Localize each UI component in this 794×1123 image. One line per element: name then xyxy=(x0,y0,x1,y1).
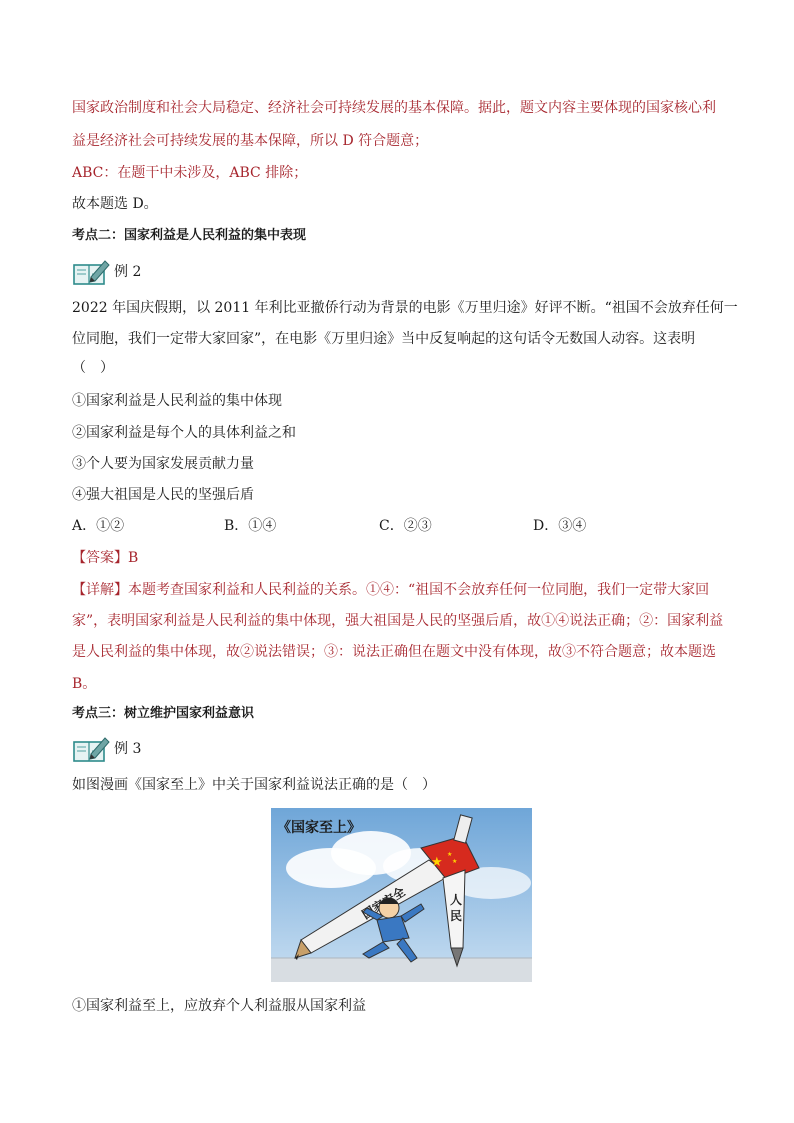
option-c: C．②③ xyxy=(379,518,432,534)
leg-label-2: 民 xyxy=(450,909,463,923)
example-header xyxy=(72,733,141,763)
answer-line: ABC：在题干中未涉及，ABC 排除； xyxy=(72,165,308,181)
question-line: 位同胞，我们一定带大家回家”，在电影《万里归途》当中反复响起的这句话令无数国人动容。这表明 xyxy=(72,331,696,347)
comic-title: 《国家至上》 xyxy=(277,820,361,836)
flag-star-icon: ★ xyxy=(452,858,458,865)
example-label: 例 3 xyxy=(114,741,142,757)
flag-star-icon: ★ xyxy=(431,855,443,870)
answer-line: 国家政治制度和社会大局稳定、经济社会可持续发展的基本保障。据此，题文内容主要体现的国家核心利 xyxy=(72,100,716,116)
answer-line: 益是经济社会可持续发展的基本保障，所以 D 符合题意； xyxy=(72,133,429,149)
option-d: D．③④ xyxy=(533,518,587,534)
question-line: （ ） xyxy=(72,360,114,376)
statement: ③个人要为国家发展贡献力量 xyxy=(72,456,254,472)
option-a: A．①② xyxy=(72,518,125,534)
answer-line: 【答案】B xyxy=(72,550,139,566)
detail-line: 是人民利益的集中体现，故②说法错误；③：说法正确但在题文中没有体现，故③不符合题意；故本题选 xyxy=(72,644,716,660)
leg-label-1: 人 xyxy=(450,893,463,907)
comic-illustration xyxy=(271,808,532,982)
conclusion-line: 故本题选 D。 xyxy=(72,196,158,212)
example-header xyxy=(72,256,141,286)
section-heading: 考点二：国家利益是人民利益的集中表现 xyxy=(72,228,307,243)
option-b: B．①④ xyxy=(224,518,277,534)
question-line: 2022 年国庆假期，以 2011 年利比亚撤侨行动为背景的电影《万里归途》好评不断。“祖国不会放弃任何一 xyxy=(72,300,738,316)
statement: ②国家利益是每个人的具体利益之和 xyxy=(72,425,296,441)
statement: ④强大祖国是人民的坚强后盾 xyxy=(72,487,254,503)
book-pencil-icon xyxy=(72,733,112,763)
detail-line: 【详解】本题考查国家利益和人民利益的关系。①④：“祖国不会放弃任何一位同胞，我们一定带大家回 xyxy=(72,582,710,598)
flag-star-icon: ★ xyxy=(447,851,453,858)
example-label: 例 2 xyxy=(114,264,142,280)
detail-line: 家”，表明国家利益是人民利益的集中体现，强大祖国是人民的坚强后盾，故①④说法正确；②：国家利益 xyxy=(72,613,724,629)
statement: ①国家利益至上，应放弃个人利益服从国家利益 xyxy=(72,998,366,1014)
book-pencil-icon xyxy=(72,256,112,286)
statement: ①国家利益是人民利益的集中体现 xyxy=(72,393,282,409)
detail-line: B。 xyxy=(72,676,97,692)
section-heading: 考点三：树立维护国家利益意识 xyxy=(72,706,255,721)
question-line: 如图漫画《国家至上》中关于国家利益说法正确的是（ ） xyxy=(72,777,436,793)
